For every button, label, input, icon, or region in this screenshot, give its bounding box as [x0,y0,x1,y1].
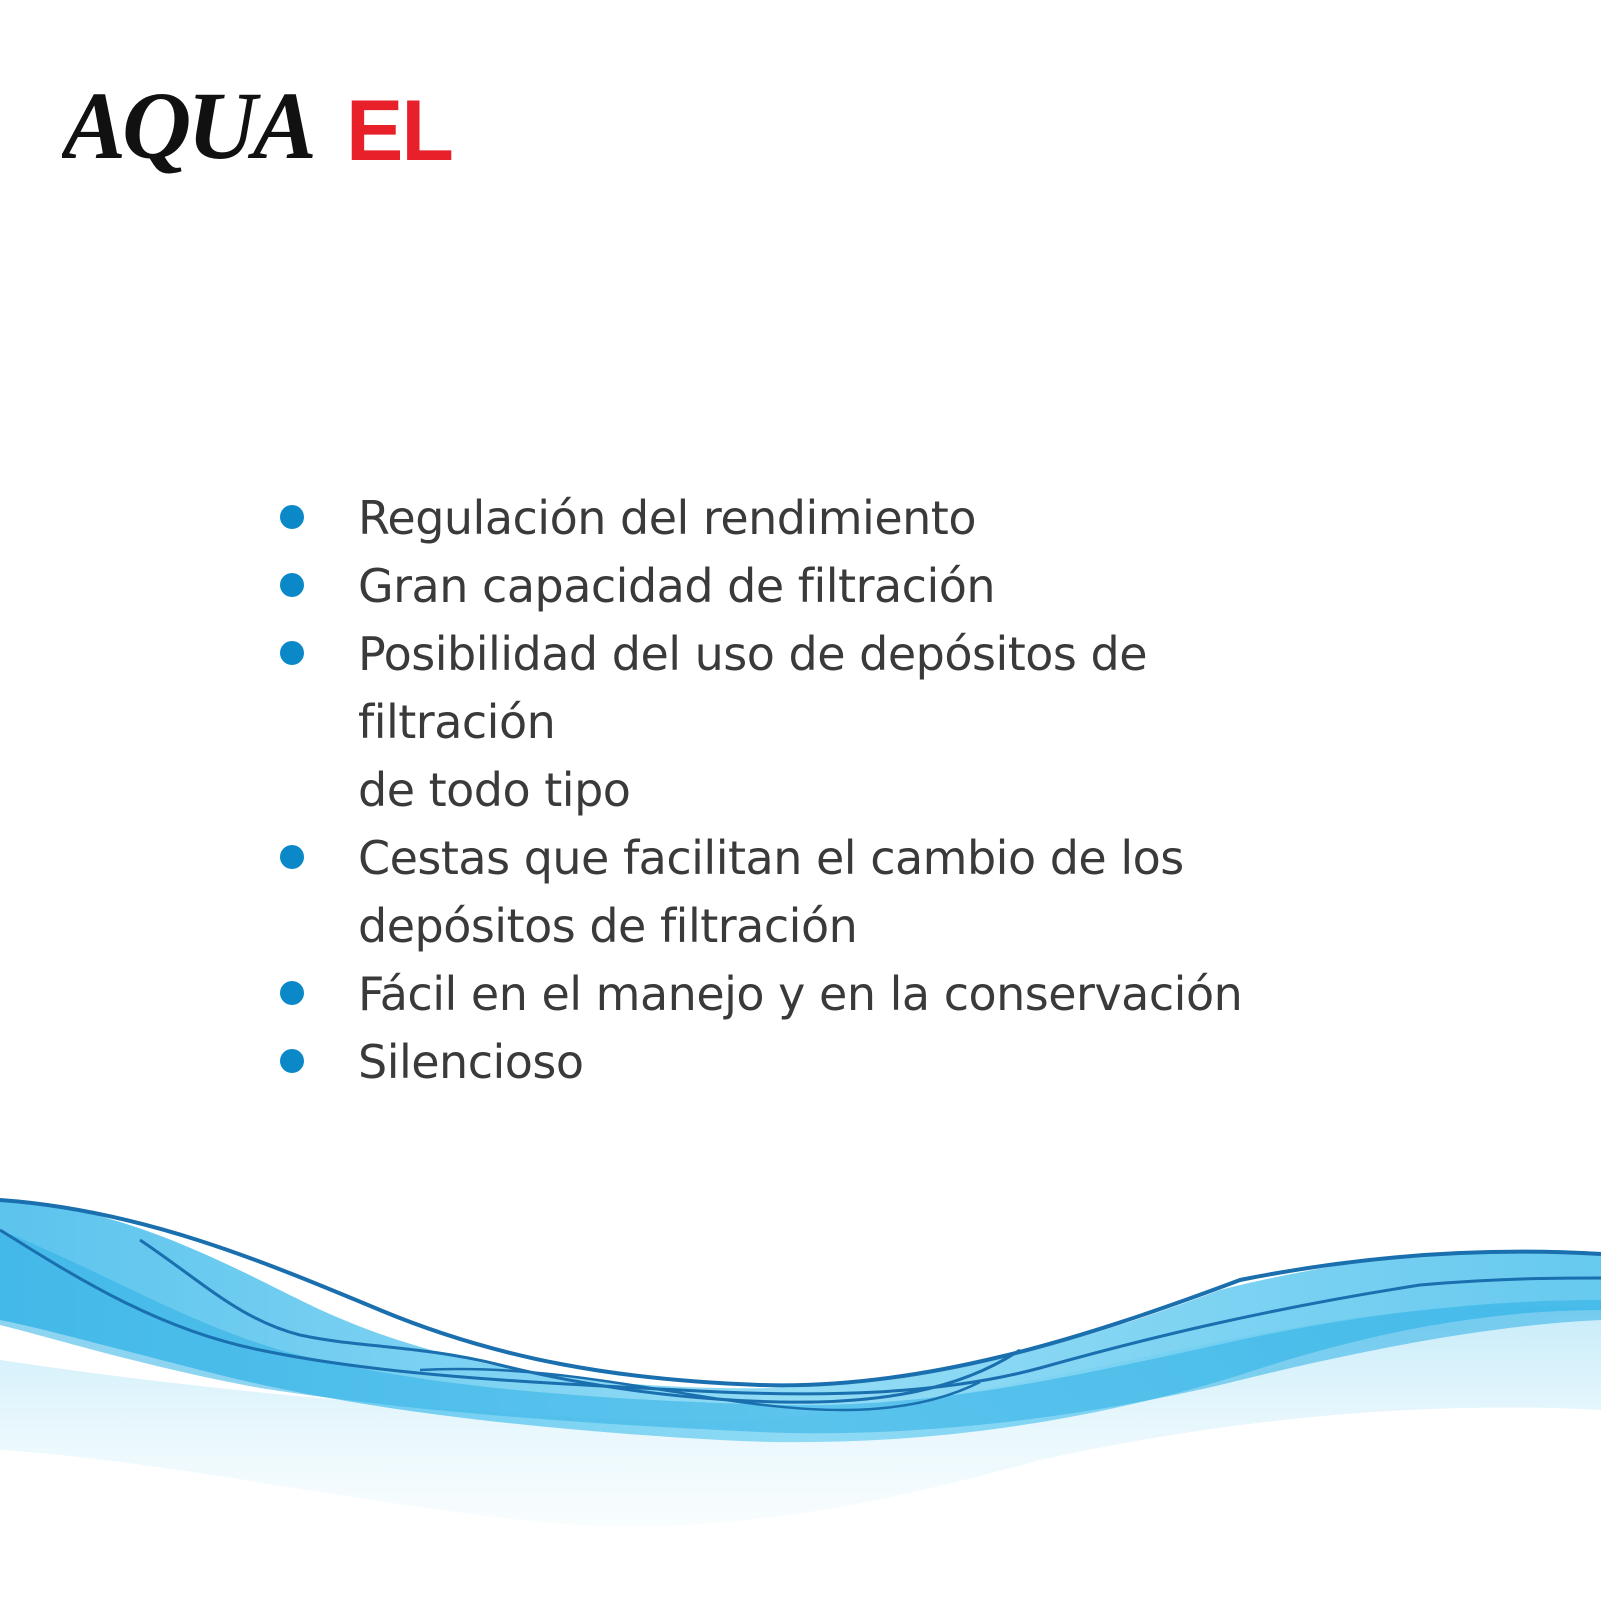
feature-item [280,824,1340,960]
feature-item [280,620,1340,824]
wave-decoration [0,1160,1601,1600]
brand-logo [62,74,462,174]
bullet-icon [280,573,304,597]
feature-list [280,484,1340,1096]
feature-item [280,1028,1340,1096]
feature-text: Cestas que facilitan el cambio de los [358,831,1184,885]
logo-text-aqua: AQUA [62,74,313,174]
bullet-icon [280,1049,304,1073]
feature-text-continuation: depósitos de filtración [358,899,858,953]
feature-item [280,552,1340,620]
bullet-icon [280,505,304,529]
wave-icon [0,1160,1601,1600]
bullet-icon [280,641,304,665]
feature-text: Fácil en el manejo y en la conservación [358,967,1243,1021]
bullet-icon [280,981,304,1005]
feature-text: Gran capacidad de filtración [358,559,996,613]
bullet-icon [280,845,304,869]
feature-text-continuation: de todo tipo [358,763,631,817]
feature-text: Silencioso [358,1035,584,1089]
feature-item [280,484,1340,552]
feature-item [280,960,1340,1028]
feature-text: Regulación del rendimiento [358,491,976,545]
logo-text-el: EL [346,83,452,174]
feature-text: Posibilidad del uso de depósitos de filtración [358,627,1148,749]
